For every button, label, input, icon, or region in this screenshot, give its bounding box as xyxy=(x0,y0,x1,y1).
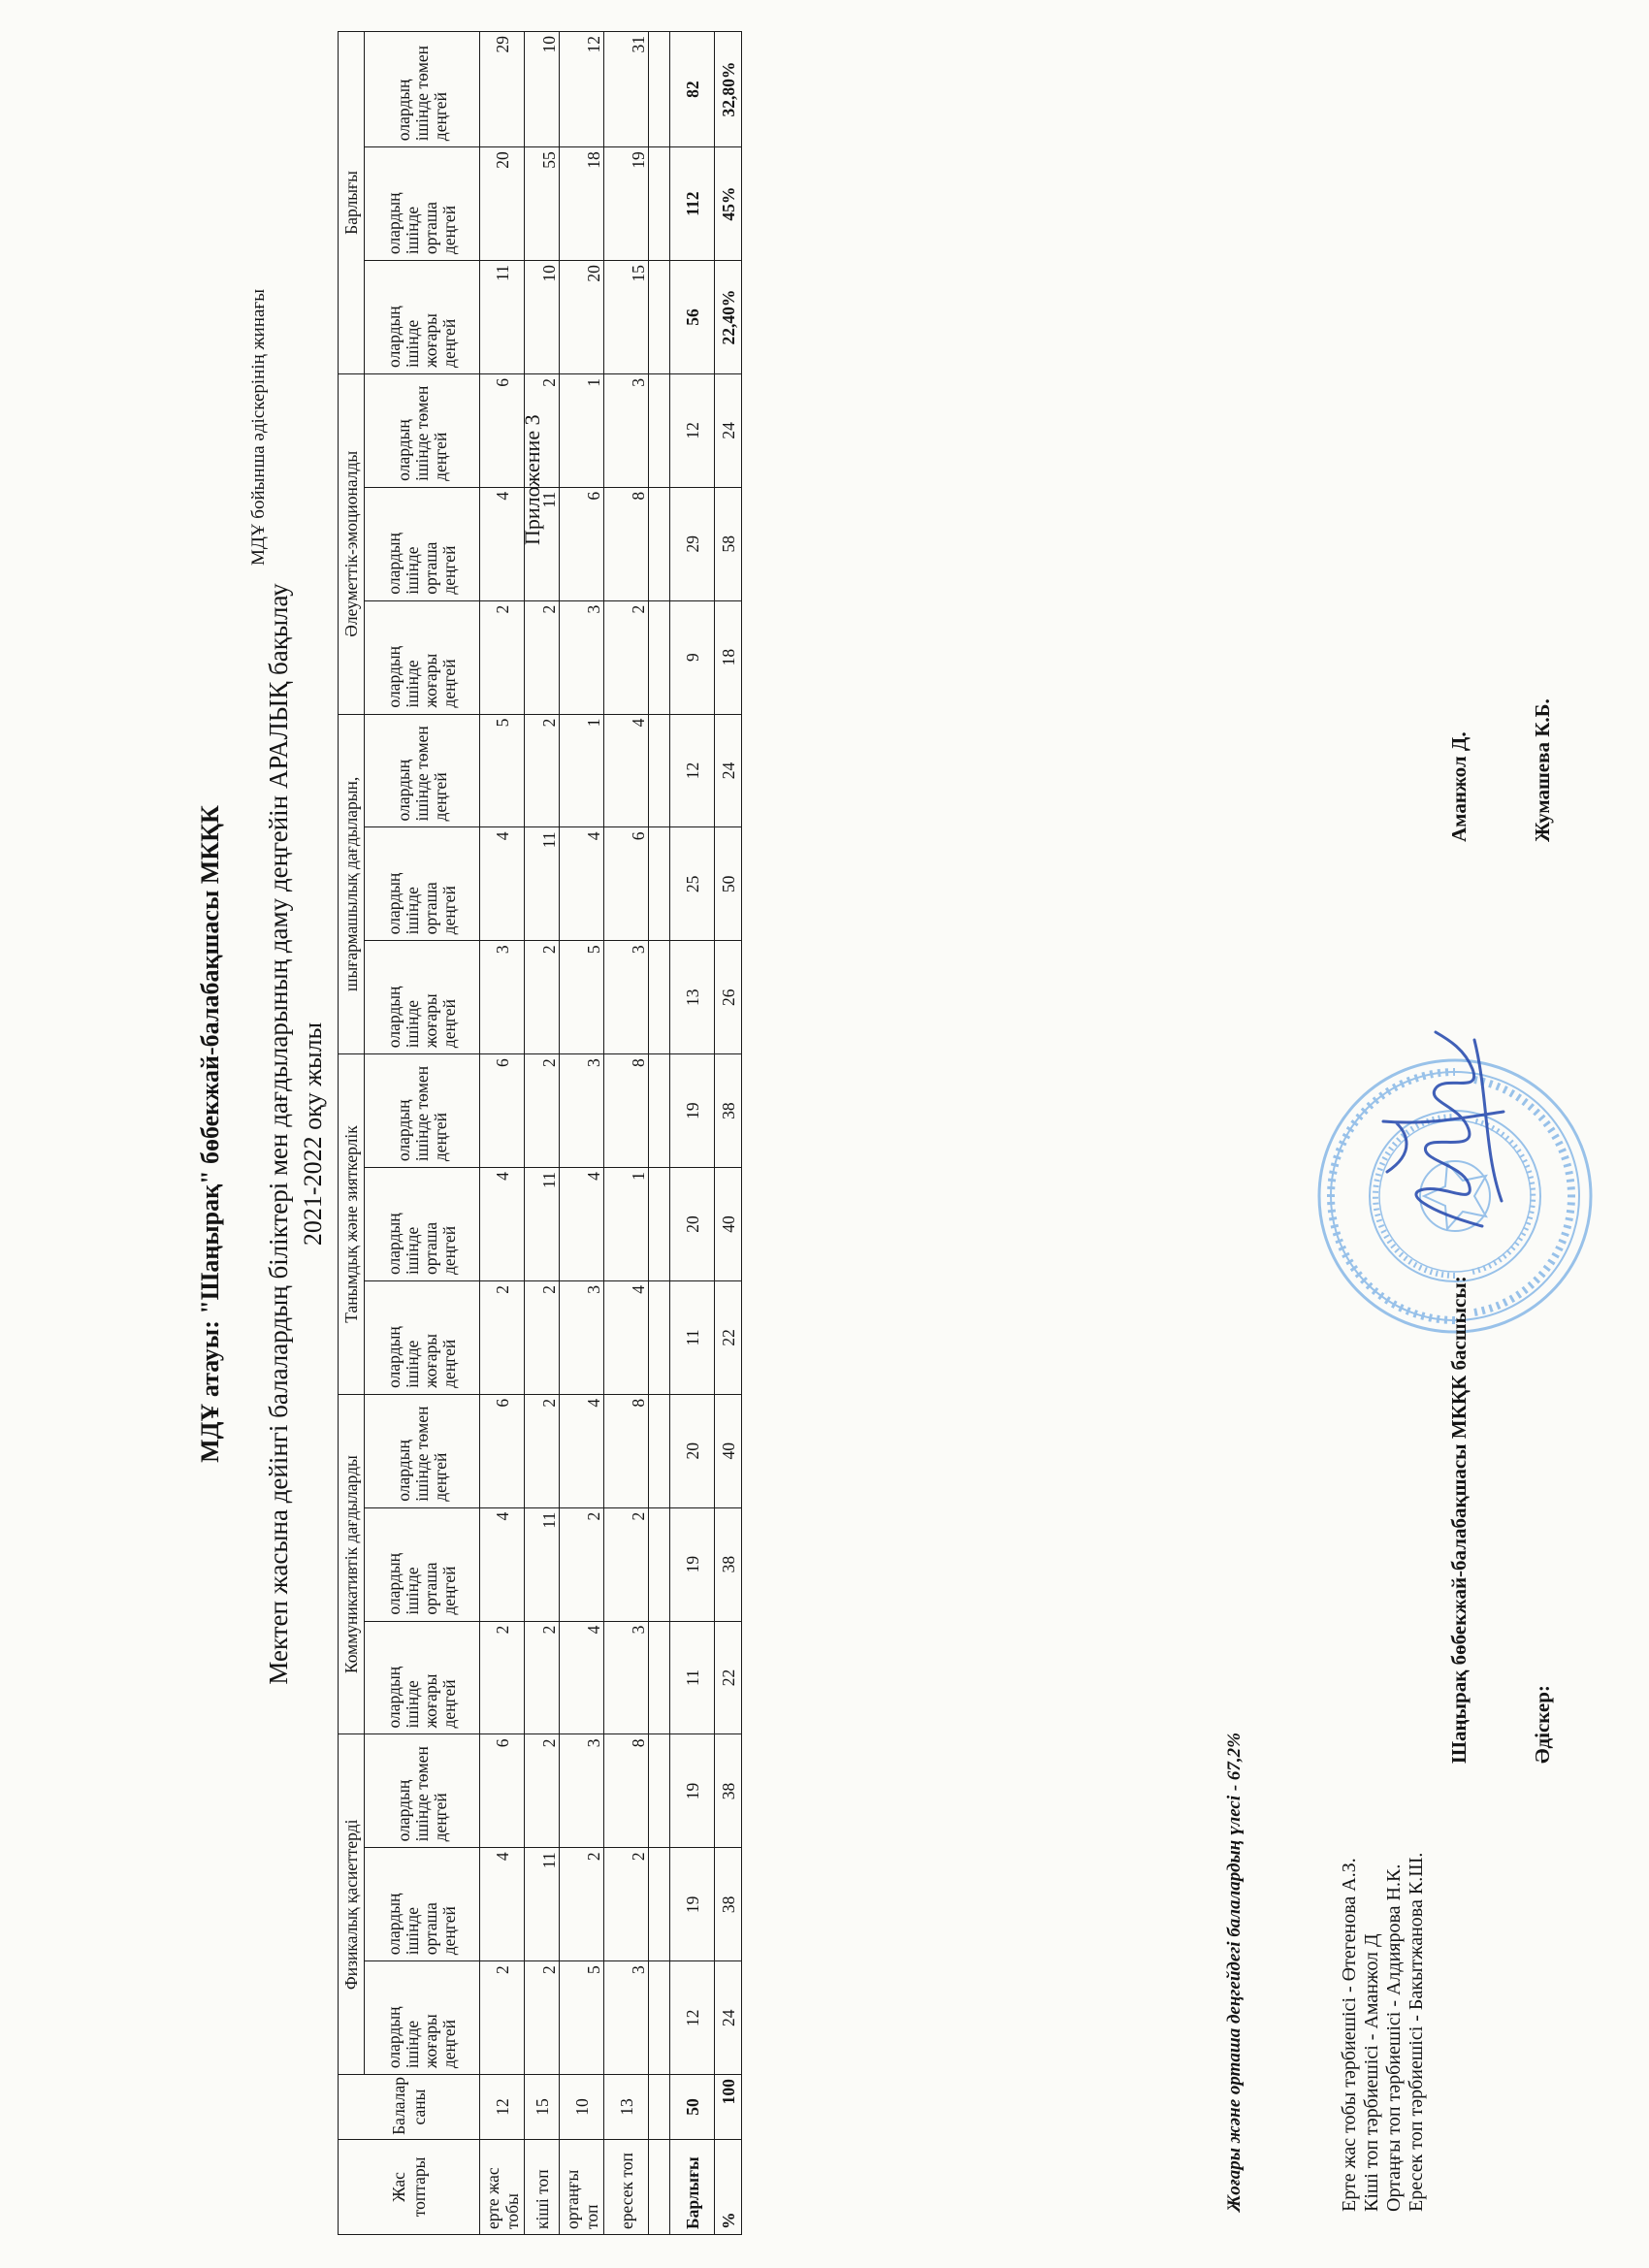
table-cell: 22 xyxy=(715,1280,742,1394)
group-physical: Физикалық қасиеттерді xyxy=(339,1734,365,2075)
table-cell: 8 xyxy=(604,1054,649,1168)
table-cell: 58 xyxy=(715,487,742,600)
table-cell: 8 xyxy=(604,1394,649,1507)
table-cell: 4 xyxy=(480,1507,525,1621)
table-cell: 12 xyxy=(560,32,604,147)
table-cell: 5 xyxy=(480,714,525,827)
empty-cell xyxy=(649,2139,670,2234)
table-cell: 20 xyxy=(480,147,525,261)
level-low-header: олардың ішінде төмен деңгей xyxy=(365,32,480,147)
level-low-header: олардың ішінде төмен деңгей xyxy=(365,373,480,487)
table-cell: 25 xyxy=(670,827,715,941)
table-row xyxy=(480,32,525,2235)
row-label: ортаңғы топ xyxy=(560,2139,604,2234)
table-cell: 8 xyxy=(604,487,649,600)
table-row xyxy=(560,32,604,2235)
table-cell: 24 xyxy=(715,373,742,487)
empty-cell xyxy=(649,373,670,487)
table-cell: 15 xyxy=(604,261,649,374)
table-cell: 10 xyxy=(525,32,560,147)
table-cell: 11 xyxy=(525,487,560,600)
table-cell: 32,80% xyxy=(715,32,742,147)
table-cell: 6 xyxy=(560,487,604,600)
row-count: 15 xyxy=(525,2075,560,2140)
table-cell: 2 xyxy=(525,941,560,1054)
table-cell: 18 xyxy=(715,600,742,714)
table-cell: 11 xyxy=(525,1507,560,1621)
table-cell: 20 xyxy=(670,1394,715,1507)
table-cell: 19 xyxy=(604,147,649,261)
table-cell: 5 xyxy=(560,1961,604,2075)
table-cell: 26 xyxy=(715,941,742,1054)
empty-cell xyxy=(649,32,670,147)
row-count: 10 xyxy=(560,2075,604,2140)
row-count: 100 xyxy=(715,2075,742,2140)
table-cell: 4 xyxy=(480,487,525,600)
teacher-line: Ересек топ тәрбиешісі - Бакытжанова К.Ш. xyxy=(1406,1852,1427,2212)
table-cell: 6 xyxy=(480,1734,525,1848)
table-cell: 4 xyxy=(480,1848,525,1961)
empty-cell xyxy=(649,487,670,600)
table-cell: 6 xyxy=(480,1054,525,1168)
table-cell: 112 xyxy=(670,147,715,261)
table-cell: 2 xyxy=(525,1621,560,1734)
table-cell: 56 xyxy=(670,261,715,374)
table-cell: 6 xyxy=(480,1394,525,1507)
table-cell: 4 xyxy=(604,1280,649,1394)
level-mid-header: олардың ішінде орташа деңгей xyxy=(365,827,480,941)
table-cell: 20 xyxy=(670,1168,715,1281)
table-cell: 2 xyxy=(525,1054,560,1168)
level-low-header: олардың ішінде төмен деңгей xyxy=(365,714,480,827)
ratio-note: Жоғары және орташа деңгейдегі балалардың үлесі - 67,2% xyxy=(1224,1732,1245,2212)
table-cell: 3 xyxy=(604,1621,649,1734)
table-cell: 2 xyxy=(525,373,560,487)
table-cell: 2 xyxy=(480,600,525,714)
empty-cell xyxy=(649,1054,670,1168)
level-mid-header: олардың ішінде орташа деңгей xyxy=(365,147,480,261)
table-cell: 38 xyxy=(715,1054,742,1168)
table-cell: 3 xyxy=(560,1280,604,1394)
academic-year: 2021-2022 оқу жылы xyxy=(299,1021,327,1247)
table-cell: 22,40% xyxy=(715,261,742,374)
level-header-row xyxy=(365,32,480,2235)
row-label: ересек топ xyxy=(604,2139,649,2234)
table-cell: 1 xyxy=(560,714,604,827)
empty-cell xyxy=(649,1168,670,1281)
empty-cell xyxy=(649,1507,670,1621)
level-high-header: олардың ішінде жоғары деңгей xyxy=(365,1280,480,1394)
col-count-header: Балалар саны xyxy=(339,2075,480,2140)
table-cell: 24 xyxy=(715,714,742,827)
table-cell: 3 xyxy=(560,1054,604,1168)
row-label: кіші топ xyxy=(525,2139,560,2234)
assessment-table xyxy=(338,31,742,2235)
row-label: % xyxy=(715,2139,742,2234)
table-cell: 29 xyxy=(480,32,525,147)
empty-cell xyxy=(649,827,670,941)
table-cell: 20 xyxy=(560,261,604,374)
mdu-note-text: МДҰ бойынша әдіскерінің жинағы xyxy=(248,289,269,567)
row-count: 12 xyxy=(480,2075,525,2140)
table-cell: 40 xyxy=(715,1168,742,1281)
methodist-label: Әдіскер: xyxy=(1531,1685,1554,1764)
table-cell: 11 xyxy=(525,827,560,941)
level-high-header: олардың ішінде жоғары деңгей xyxy=(365,600,480,714)
table-cell: 38 xyxy=(715,1734,742,1848)
empty-cell xyxy=(649,261,670,374)
teacher-line: Ерте жас тобы тәрбиешісі - Өтегенова А.З. xyxy=(1339,1858,1360,2212)
group-creative: шығармашылық дағдыларын, xyxy=(339,714,365,1054)
table-cell: 19 xyxy=(670,1848,715,1961)
row-label: ерте жас тобы xyxy=(480,2139,525,2234)
table-cell: 19 xyxy=(670,1054,715,1168)
document-title: МДҰ атауы: "Шаңырақ" бөбекжай-балабақшасы МКҚК xyxy=(196,805,224,1463)
table-cell: 19 xyxy=(670,1734,715,1848)
table-cell: 2 xyxy=(525,1394,560,1507)
table-cell: 1 xyxy=(604,1168,649,1281)
table-cell: 29 xyxy=(670,487,715,600)
table-cell: 19 xyxy=(670,1507,715,1621)
table-cell: 4 xyxy=(560,1621,604,1734)
row-count: 13 xyxy=(604,2075,649,2140)
table-cell: 2 xyxy=(560,1507,604,1621)
level-high-header: олардың ішінде жоғары деңгей xyxy=(365,941,480,1054)
empty-cell xyxy=(649,941,670,1054)
table-cell: 3 xyxy=(560,1734,604,1848)
level-mid-header: олардың ішінде орташа деңгей xyxy=(365,1168,480,1281)
appendix-label: Приложение 3 xyxy=(520,414,544,545)
empty-cell xyxy=(649,1394,670,1507)
level-high-header: олардың ішінде жоғары деңгей xyxy=(365,1961,480,2075)
table-cell: 2 xyxy=(525,714,560,827)
empty-cell xyxy=(649,1961,670,2075)
table-cell: 2 xyxy=(560,1848,604,1961)
table-cell: 4 xyxy=(560,827,604,941)
table-cell: 11 xyxy=(480,261,525,374)
level-mid-header: олардың ішінде орташа деңгей xyxy=(365,1507,480,1621)
table-cell: 2 xyxy=(525,1734,560,1848)
table-cell: 4 xyxy=(604,714,649,827)
table-body xyxy=(480,32,742,2235)
empty-cell xyxy=(649,2075,670,2140)
percent-row xyxy=(715,32,742,2235)
table-cell: 2 xyxy=(480,1961,525,2075)
empty-cell xyxy=(649,714,670,827)
group-cognitive: Танымдық және зияткерлік xyxy=(339,1054,365,1395)
table-cell: 12 xyxy=(670,373,715,487)
table-cell: 6 xyxy=(604,827,649,941)
document-subtitle: Мектеп жасына дейінгі балалардың біліктері мен дағдыларының даму деңгейін АРАЛЫҚ бақылау xyxy=(264,583,293,1685)
table-cell: 2 xyxy=(525,600,560,714)
empty-cell xyxy=(649,1734,670,1848)
table-cell: 2 xyxy=(604,1507,649,1621)
table-cell: 12 xyxy=(670,1961,715,2075)
group-header-row xyxy=(339,32,365,2235)
table-cell: 11 xyxy=(670,1280,715,1394)
table-cell: 3 xyxy=(604,1961,649,2075)
group-communicative: Коммуникативтік дағдыларды xyxy=(339,1394,365,1734)
table-cell: 12 xyxy=(670,714,715,827)
handwritten-signature xyxy=(1368,1017,1523,1240)
empty-cell xyxy=(649,147,670,261)
table-cell: 9 xyxy=(670,600,715,714)
table-cell: 11 xyxy=(670,1621,715,1734)
table-cell: 2 xyxy=(525,1280,560,1394)
total-row xyxy=(670,32,715,2235)
table-cell: 4 xyxy=(560,1168,604,1281)
table-cell: 1 xyxy=(560,373,604,487)
table-cell: 4 xyxy=(480,827,525,941)
group-social-emotional: Әлеуметтік-эмоционалды xyxy=(339,373,365,714)
level-mid-header: олардың ішінде орташа деңгей xyxy=(365,487,480,600)
teachers-list xyxy=(1339,1853,1428,2212)
empty-cell xyxy=(649,1280,670,1394)
table-cell: 2 xyxy=(525,1961,560,2075)
table-cell: 50 xyxy=(715,827,742,941)
row-count: 50 xyxy=(670,2075,715,2140)
level-low-header: олардың ішінде төмен деңгей xyxy=(365,1734,480,1848)
table-cell: 38 xyxy=(715,1848,742,1961)
table-cell: 4 xyxy=(560,1394,604,1507)
table-cell: 6 xyxy=(480,373,525,487)
table-cell: 4 xyxy=(480,1168,525,1281)
spacer-row xyxy=(649,32,670,2235)
table-cell: 10 xyxy=(525,261,560,374)
empty-cell xyxy=(649,600,670,714)
table-cell: 31 xyxy=(604,32,649,147)
table-cell: 3 xyxy=(480,941,525,1054)
level-low-header: олардың ішінде төмен деңгей xyxy=(365,1394,480,1507)
teacher-line: Кіші топ тәрбиешісі - Аманжол Д xyxy=(1361,1933,1382,2212)
table-cell: 2 xyxy=(604,1848,649,1961)
table-cell: 2 xyxy=(604,600,649,714)
director-name: Аманжол Д. xyxy=(1447,731,1471,842)
table-cell: 13 xyxy=(670,941,715,1054)
table-cell: 22 xyxy=(715,1621,742,1734)
table-cell: 11 xyxy=(525,1848,560,1961)
row-label: Барлығы xyxy=(670,2139,715,2234)
table-cell: 2 xyxy=(480,1280,525,1394)
director-label: Шаңырақ бөбекжай-балабақшасы МКҚК басшысы: xyxy=(1447,1276,1471,1764)
empty-cell xyxy=(649,1848,670,1961)
table-row xyxy=(604,32,649,2235)
teacher-line: Ортаңғы топ тәрбиешісі - Алдиярова Н.К. xyxy=(1383,1863,1405,2212)
table-cell: 45% xyxy=(715,147,742,261)
level-mid-header: олардың ішінде орташа деңгей xyxy=(365,1848,480,1961)
group-total: Барлығы xyxy=(339,32,365,374)
table-cell: 55 xyxy=(525,147,560,261)
table-cell: 38 xyxy=(715,1507,742,1621)
table-row xyxy=(525,32,560,2235)
table-cell: 18 xyxy=(560,147,604,261)
table-cell: 40 xyxy=(715,1394,742,1507)
level-high-header: олардың ішінде жоғары деңгей xyxy=(365,1621,480,1734)
level-high-header: олардың ішінде жоғары деңгей xyxy=(365,261,480,374)
col-age-header: Жас топтары xyxy=(339,2139,480,2234)
empty-cell xyxy=(649,1621,670,1734)
level-low-header: олардың ішінде төмен деңгей xyxy=(365,1054,480,1168)
table-cell: 3 xyxy=(560,600,604,714)
table-cell: 82 xyxy=(670,32,715,147)
table-cell: 24 xyxy=(715,1961,742,2075)
table-cell: 8 xyxy=(604,1734,649,1848)
table-cell: 2 xyxy=(480,1621,525,1734)
table-cell: 5 xyxy=(560,941,604,1054)
table-cell: 11 xyxy=(525,1168,560,1281)
table-cell: 3 xyxy=(604,373,649,487)
methodist-name: Жумашева К.Б. xyxy=(1531,698,1554,842)
table-cell: 3 xyxy=(604,941,649,1054)
